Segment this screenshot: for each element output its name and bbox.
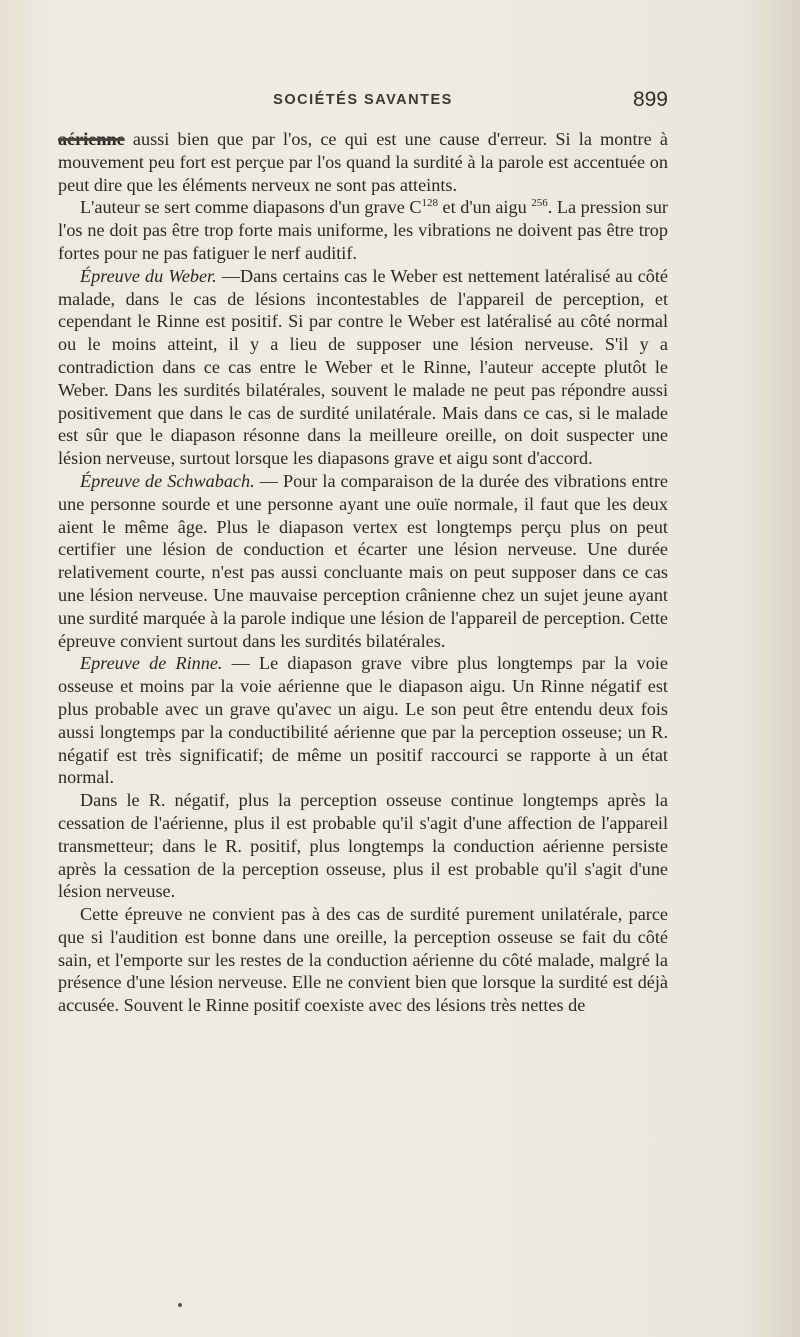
running-title: SOCIÉTÉS SAVANTES [273,92,453,108]
page-header [58,88,668,118]
section-title-rinne: Epreuve de Rinne. [80,653,223,674]
paragraph-rinne: Epreuve de Rinne. — Le diapason grave vibre plus longtemps par la voie osseuse et moins par la voie aérienne que le diapason aigu. Un Rinne négatif est plus probable avec un grave qu'avec un aigu. Le son peut être entendu deux fois aussi longtemps par la conductibilité aérienne que par la perception osseuse; un R. négatif est très significatif; de même un positif raccourci se rapporte à un état normal. [58,653,668,788]
section-title-schwabach: Épreuve de Schwabach. [80,470,255,491]
struck-word: aérienne [58,129,125,149]
paragraph-unilaterale: Cette épreuve ne convient pas à des cas de surdité purement unilatérale, parce que si l'audition est bonne dans une oreille, la perception osseuse se fait du côté sain, et l'emporte sur les restes de la conduction aérienne du côté malade, malgré la présence d'une lésion nerveuse. Elle ne convient bien que lorsque la surdité est déjà accusée. Souvent le Rinne positif coexiste avec des lésions très nettes de [58,904,668,1016]
paragraph-weber: Épreuve du Weber. —Dans certains cas le Weber est nettement latéralisé au côté malade, dans le cas de lésions incontestables de l'appareil de perception, et cependant le Rinne est positif. Si par contre le Weber est latéralisé au côté normal ou le moins atteint, il y a lieu de supposer une lésion nerveuse. S'il y a contradiction dans ce cas entre le Weber et le Rinne, l'auteur accepte plutôt le Weber. Dans les surdités bilatérales, souvent le malade ne peut pas répondre aussi positivement que dans le cas de surdité unilatérale. Mais dans ce cas, si le malade est sûr que le diapason résonne dans la meilleure oreille, on doit suspecter une lésion nerveuse, surtout lorsque les diapasons grave et aigu sont d'accord. [58,265,668,469]
page-number: 899 [632,88,668,111]
paragraph-continuation: aérienne aussi bien que par l'os, ce qui est une cause d'erreur. Si la montre à mouvement peu fort est perçue par l'os quand la surdité à la parole est accentuée on peut dire que les éléments nerveux ne sont pas atteints. [58,129,668,195]
body-text [58,128,668,1017]
superscript-256: 256 [531,197,548,210]
ink-speck [178,1303,182,1307]
section-title-weber: Épreuve du Weber. [80,265,217,286]
paragraph-schwabach: Épreuve de Schwabach. — Pour la comparaison de la durée des vibrations entre une personne sourde et une personne ayant une ouïe normale, il faut que les deux aient le même âge. Plus le diapason vertex est longtemps perçu plus on peut certifier une lésion de conduction et écarter une lésion nerveuse. Une durée relativement courte, n'est pas aussi concluante mais on peut supposer dans ce cas une lésion nerveuse. Une mauvaise perception crânienne chez un sujet jeune ayant une surdité marquée à la parole indique une lésion de l'appareil de perception. Cette épreuve convient surtout dans les surdités bilatérales. [58,470,668,651]
superscript-128: 128 [421,197,438,210]
paragraph-rinne-negatif: Dans le R. négatif, plus la perception osseuse continue longtemps après la cessation de l'aérienne, plus il est probable qu'il s'agit d'une affection de l'appareil transmetteur; dans le R. positif, plus longtemps la conduction aérienne persiste après la cessation de la perception osseuse, plus il est probable qu'il s'agit d'une lésion nerveuse. [58,790,668,902]
paragraph-diapasons: L'auteur se sert comme diapasons d'un grave $C^{128}$ et d'un aigu $^{256}$. La pression sur l'os ne doit pas être trop forte mais uniforme, les vibrations ne doivent pas être trop fortes pour ne pas fatiguer le nerf auditif. [58,197,668,263]
